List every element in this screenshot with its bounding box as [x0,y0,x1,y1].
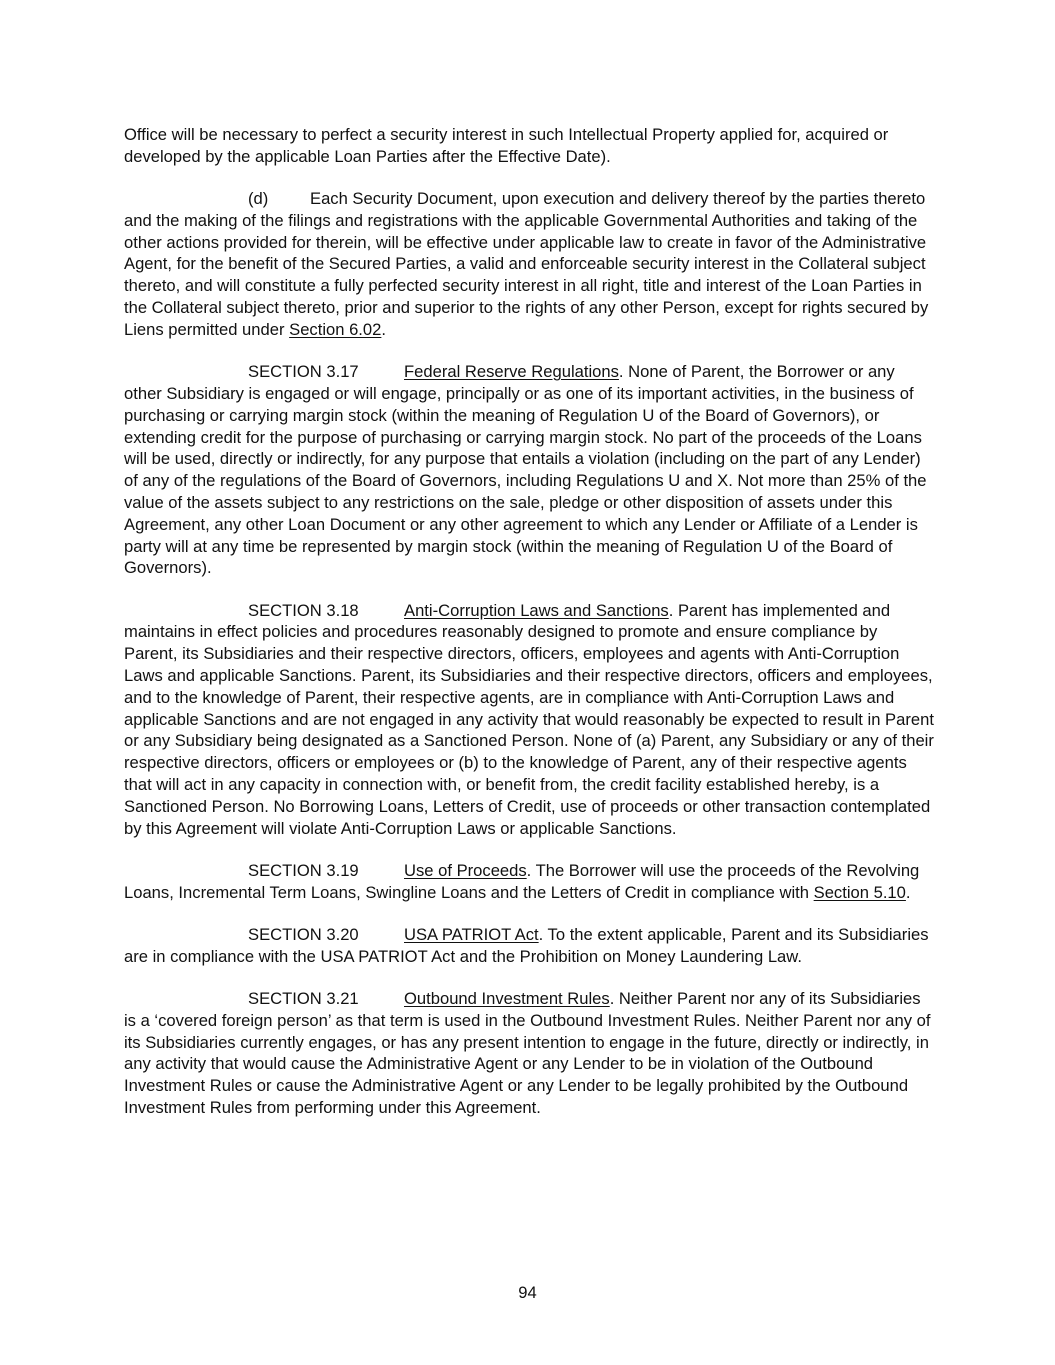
section-number: SECTION 3.21 [248,989,359,1009]
document-page [124,124,934,1139]
section-3-18 [124,600,934,840]
section-title: Federal Reserve Regulations [404,362,619,382]
section-3-19 [124,860,934,904]
paragraph-d [124,188,934,341]
section-3-17 [124,361,934,579]
section-3-21 [124,988,934,1119]
section-title: USA PATRIOT Act [404,925,539,944]
section-end: . [905,882,911,902]
section-body: . Parent has implemented and maintains in effect policies and procedures reasonably designed to promote and ensure compliance by Parent, its Subsidiaries and their respective directors, officers, employees and agents with Anti-Corruption Laws and applicable Sanctions. Parent, its Subsidiaries and their respective directors, officers and employees, and to the knowledge of Parent, their respective agents, are in compliance with Anti-Corruption Laws and applicable Sanctions and are not engaged in any activity that would reasonably be expected to result in Parent or any Subsidiary being designated as a Sanctioned Person. None of (a) Parent, any Subsidiary or any of their respective directors, officers or employees or (b) to the knowledge of Parent, any of their respective agents that will act in any capacity in connection with, or benefit from, the credit facility established hereby, is a Sanctioned Person. No Borrowing Loans, Letters of Credit, use of proceeds or other transaction contemplated by this Agreement will violate Anti-Corruption Laws or applicable Sanctions. [124,600,934,838]
section-body: . To the extent applicable, Parent and its Subsidiaries are in compliance with the USA PATRIOT Act and the Prohibition on Money Laundering Law. [124,925,929,966]
paragraph-d-end: . [381,319,387,339]
section-3-20 [124,924,934,968]
section-title: Use of Proceeds [404,860,527,880]
section-title: Outbound Investment Rules [404,989,610,1009]
section-reference: Section 6.02 [289,319,382,339]
section-body: . Neither Parent nor any of its Subsidiaries is a ‘covered foreign person’ as that term is used in the Outbound Investment Rules. Neither Parent nor any of its Subsidiaries currently engages, or has any present intention to engage in the future, directly or indirectly, in any activity that would cause the Administrative Agent or any Lender to be in violation of the Outbound Investment Rules or cause the Administrative Agent or any Lender to be legally prohibited by the Outbound Investment Rules from performing under this Agreement. [124,989,931,1118]
section-body: . None of Parent, the Borrower or any other Subsidiary is engaged or will engage, principally or as one of its important activities, in the business of purchasing or carrying margin stock (within the meaning of Regulation U of the Board of Governors), or extending credit for the purpose of purchasing or carrying margin stock. No part of the proceeds of the Loans will be used, directly or indirectly, for any purpose that entails a violation (including on the part of any Lender) of any of the regulations of the Board of Governors, including Regulations U and X. Not more than 25% of the value of the assets subject to any restrictions on the sale, pledge or other disposition of assets under this Agreement, any other Loan Document or any other agreement to which any Lender or Affiliate of a Lender is party will at any time be represented by margin stock (within the meaning of Regulation U of the Board of Governors). [124,362,927,578]
section-title: Anti-Corruption Laws and Sanctions [404,600,669,620]
paragraph-label: (d) [248,189,269,209]
paragraph-d-text: Each Security Document, upon execution and delivery thereof by the parties thereto and the making of the filings and registrations with the applicable Governmental Authorities and taking of the other actions provided for therein, will be effective under applicable law to create in favor of the Administrative Agent, for the benefit of the Secured Parties, a valid and enforceable security interest in the Collateral subject thereto, and will constitute a fully perfected security interest in all right, title and interest of the Loan Parties in the Collateral subject thereto, prior and superior to the rights of any other Person, except for rights secured by Liens permitted under [124,189,929,339]
section-reference: Section 5.10 [813,882,906,902]
continuation-paragraph: Office will be necessary to perfect a security interest in such Intellectual Property applied for, acquired or developed by the applicable Loan Parties after the Effective Date). [124,125,889,166]
section-number: SECTION 3.17 [248,362,359,382]
section-number: SECTION 3.18 [248,600,359,620]
section-number: SECTION 3.19 [248,860,359,880]
section-body: . The Borrower will use the proceeds of the Revolving Loans, Incremental Term Loans, Swingline Loans and the Letters of Credit in compliance with [124,860,920,902]
page-number: 94 [518,1283,537,1302]
section-number: SECTION 3.20 [248,925,359,944]
